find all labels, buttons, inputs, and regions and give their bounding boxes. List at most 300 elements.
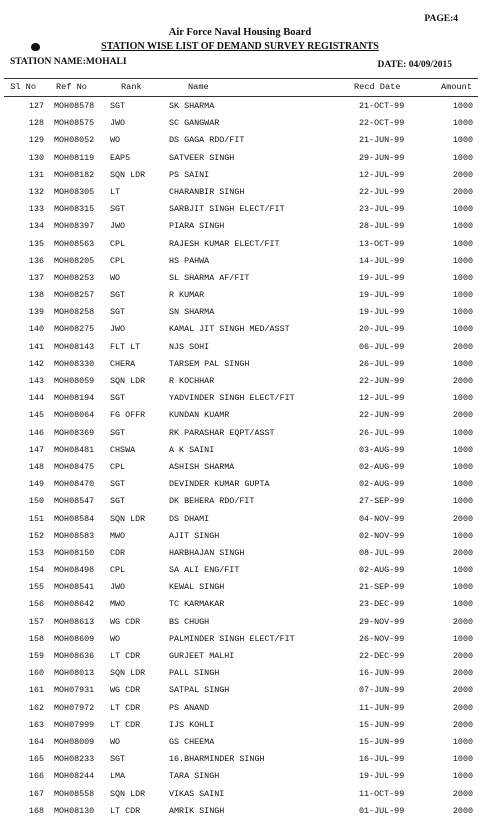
cell-recd-date: 02-AUG-99 [359,479,405,490]
cell-rank: LMA [110,771,126,782]
table-row [4,270,478,287]
cell-rank: CPL [110,461,126,472]
cell-amount: 1000 [452,444,473,455]
cell-name: PS SAINI [169,169,210,180]
cell-ref-no: MOH08541 [54,582,95,593]
cell-ref-no: MOH08584 [54,513,95,524]
cell-rank: CDR [110,547,126,558]
table-row [4,115,478,132]
cell-rank: JWO [110,324,126,335]
table-row [4,682,478,699]
registrant-table [4,98,478,820]
cell-name: VIKAS SAINI [169,788,225,799]
cell-recd-date: 22-JUN-99 [359,410,405,421]
table-row [4,356,478,373]
table-header [4,78,478,97]
cell-sl-no: 136 [28,255,44,266]
cell-ref-no: MOH08064 [54,410,95,421]
cell-sl-no: 138 [28,290,44,301]
cell-rank: LT CDR [110,719,141,730]
cell-sl-no: 137 [28,272,44,283]
cell-recd-date: 11-OCT-99 [359,788,405,799]
cell-name: ASHISH SHARMA [169,461,235,472]
cell-sl-no: 168 [28,805,44,816]
list-title: STATION WISE LIST OF DEMAND SURVEY REGISTRANTS [101,41,379,52]
cell-name: HS PAHWA [169,255,210,266]
cell-amount: 1000 [452,307,473,318]
cell-ref-no: MOH08315 [54,204,95,215]
cell-recd-date: 26-JUL-99 [359,358,405,369]
col-name: Name [188,82,209,92]
cell-ref-no: MOH08583 [54,530,95,541]
cell-rank: CPL [110,238,126,249]
cell-recd-date: 06-JUL-99 [359,341,405,352]
cell-amount: 1000 [452,324,473,335]
cell-rank: CHSWA [110,444,136,455]
cell-name: SATPAL SINGH [169,685,230,696]
cell-sl-no: 129 [28,135,44,146]
table-row [4,287,478,304]
table-row [4,425,478,442]
cell-name: RK PARASHAR EQPT/ASST [169,427,275,438]
cell-recd-date: 14-JUL-99 [359,255,405,266]
cell-sl-no: 150 [28,496,44,507]
cell-recd-date: 22-DEC-99 [359,651,405,661]
cell-sl-no: 142 [28,358,44,369]
table-row [4,751,478,768]
table-row [4,253,478,270]
cell-sl-no: 156 [28,599,44,610]
cell-rank: SQN LDR [110,169,146,180]
cell-recd-date: 02-AUG-99 [359,461,405,472]
cell-amount: 1000 [452,530,473,541]
cell-recd-date: 21-JUN-99 [359,135,405,146]
cell-ref-no: MOH08257 [54,290,95,301]
cell-ref-no: MOH08642 [54,599,95,610]
cell-amount: 2000 [452,651,473,661]
cell-recd-date: 03-AUG-99 [359,444,405,455]
cell-ref-no: MOH08578 [54,101,95,111]
cell-amount: 2000 [452,513,473,524]
cell-ref-no: MOH08481 [54,444,95,455]
cell-name: IJS KOHLI [169,719,215,730]
cell-name: GURJEET MALHI [169,651,235,661]
cell-rank: SQN LDR [110,513,146,524]
cell-ref-no: MOH08563 [54,238,95,249]
cell-ref-no: MOH08009 [54,736,95,747]
cell-amount: 1000 [452,152,473,163]
cell-name: TC KARMAKAR [169,599,225,610]
cell-sl-no: 135 [28,238,44,249]
cell-recd-date: 26-NOV-99 [359,633,405,644]
cell-recd-date: 12-JUL-99 [359,393,405,404]
table-row [4,407,478,424]
cell-name: KEWAL SINGH [169,582,225,593]
cell-sl-no: 151 [28,513,44,524]
cell-amount: 2000 [452,685,473,696]
table-row [4,304,478,321]
table-row [4,768,478,785]
cell-sl-no: 145 [28,410,44,421]
cell-rank: SQN LDR [110,668,146,679]
cell-amount: 1000 [452,118,473,129]
table-row [4,373,478,390]
cell-name: A K SAINI [169,444,215,455]
cell-amount: 2000 [452,719,473,730]
cell-ref-no: MOH07999 [54,719,95,730]
table-row [4,579,478,596]
cell-amount: 2000 [452,702,473,713]
cell-name: YADVINDER SINGH ELECT/FIT [169,393,295,404]
cell-name: TARA SINGH [169,771,220,782]
cell-ref-no: MOH08205 [54,255,95,266]
cell-recd-date: 28-JUL-99 [359,221,405,232]
table-row [4,236,478,253]
cell-ref-no: MOH07931 [54,685,95,696]
cell-recd-date: 23-DEC-99 [359,599,405,610]
table-row [4,528,478,545]
cell-rank: SGT [110,307,126,318]
cell-name: 16.BHARMINDER SINGH [169,754,265,765]
cell-rank: SGT [110,393,126,404]
cell-recd-date: 02-NOV-99 [359,530,405,541]
cell-recd-date: 16-JUN-99 [359,668,405,679]
cell-name: BS CHUGH [169,616,210,627]
cell-amount: 1000 [452,238,473,249]
cell-recd-date: 21-OCT-99 [359,101,405,111]
cell-name: CHARANBIR SINGH [169,186,245,197]
cell-sl-no: 130 [28,152,44,163]
cell-recd-date: 08-JUL-99 [359,547,405,558]
table-row [4,631,478,648]
cell-amount: 2000 [452,341,473,352]
cell-amount: 1000 [452,496,473,507]
cell-recd-date: 15-JUN-99 [359,736,405,747]
table-row [4,493,478,510]
cell-rank: SGT [110,754,126,765]
cell-rank: SGT [110,496,126,507]
cell-amount: 1000 [452,754,473,765]
cell-recd-date: 11-JUN-99 [359,702,405,713]
cell-sl-no: 146 [28,427,44,438]
col-recd-date: Recd Date [354,82,401,92]
col-ref-no: Ref No [56,82,87,92]
cell-rank: WO [110,736,121,747]
cell-rank: SGT [110,427,126,438]
cell-amount: 2000 [452,169,473,180]
cell-ref-no: MOH08498 [54,565,95,576]
table-row [4,717,478,734]
cell-sl-no: 141 [28,341,44,352]
cell-amount: 1000 [452,272,473,283]
cell-sl-no: 128 [28,118,44,129]
table-row [4,734,478,751]
cell-ref-no: MOH08609 [54,633,95,644]
cell-amount: 1000 [452,393,473,404]
cell-rank: LT [110,186,121,197]
station-name: STATION NAME:MOHALI [10,57,127,67]
cell-name: AMRIK SINGH [169,805,225,816]
table-row [4,218,478,235]
cell-recd-date: 21-SEP-99 [359,582,405,593]
page-number: PAGE:4 [424,14,458,24]
cell-amount: 1000 [452,771,473,782]
cell-sl-no: 167 [28,788,44,799]
cell-sl-no: 160 [28,668,44,679]
cell-ref-no: MOH08194 [54,393,95,404]
cell-amount: 1000 [452,255,473,266]
table-row [4,201,478,218]
cell-rank: WG CDR [110,685,141,696]
cell-ref-no: MOH08475 [54,461,95,472]
col-rank: Rank [121,82,142,92]
cell-amount: 1000 [452,479,473,490]
cell-rank: LT CDR [110,805,141,816]
cell-rank: WO [110,135,121,146]
table-row [4,132,478,149]
cell-recd-date: 22-JUL-99 [359,186,405,197]
cell-sl-no: 158 [28,633,44,644]
cell-rank: SGT [110,479,126,490]
cell-ref-no: MOH08258 [54,307,95,318]
cell-name: PALMINDER SINGH ELECT/FIT [169,633,295,644]
cell-amount: 2000 [452,788,473,799]
cell-rank: WG CDR [110,616,141,627]
cell-amount: 2000 [452,668,473,679]
cell-ref-no: MOH08613 [54,616,95,627]
cell-sl-no: 157 [28,616,44,627]
cell-rank: MWO [110,530,126,541]
cell-ref-no: MOH08275 [54,324,95,335]
cell-ref-no: MOH08244 [54,771,95,782]
cell-ref-no: MOH08013 [54,668,95,679]
cell-recd-date: 22-JUN-99 [359,376,405,386]
col-amount: Amount [441,82,472,92]
cell-recd-date: 07-JUN-99 [359,685,405,696]
cell-sl-no: 166 [28,771,44,782]
cell-amount: 1000 [452,358,473,369]
cell-recd-date: 22-OCT-99 [359,118,405,129]
cell-rank: FG OFFR [110,410,146,421]
cell-name: DK BEHERA RDO/FIT [169,496,255,507]
cell-ref-no: MOH08330 [54,358,95,369]
cell-name: DS GAGA RDO/FIT [169,135,245,146]
cell-sl-no: 154 [28,565,44,576]
cell-recd-date: 29-NOV-99 [359,616,405,627]
table-row [4,700,478,717]
cell-amount: 1000 [452,221,473,232]
cell-recd-date: 20-JUL-99 [359,324,405,335]
table-row [4,803,478,820]
cell-sl-no: 153 [28,547,44,558]
cell-ref-no: MOH07972 [54,702,95,713]
table-row [4,786,478,803]
table-row [4,614,478,631]
cell-name: KAMAL JIT SINGH MED/ASST [169,324,290,335]
cell-sl-no: 155 [28,582,44,593]
cell-rank: WO [110,633,121,644]
table-row [4,511,478,528]
cell-rank: LT CDR [110,702,141,713]
cell-name: R KUMAR [169,290,205,301]
cell-rank: JWO [110,582,126,593]
table-row [4,596,478,613]
cell-recd-date: 26-JUL-99 [359,427,405,438]
cell-sl-no: 139 [28,307,44,318]
cell-rank: EAP5 [110,152,131,163]
cell-rank: SQN LDR [110,788,146,799]
report-date: DATE: 04/09/2015 [377,60,452,70]
cell-recd-date: 15-JUN-99 [359,719,405,730]
cell-name: DS DHAMI [169,513,210,524]
cell-name: PALL SINGH [169,668,220,679]
cell-name: SARBJIT SINGH ELECT/FIT [169,204,285,215]
cell-amount: 2000 [452,547,473,558]
cell-sl-no: 152 [28,530,44,541]
cell-name: R KOCHHAR [169,376,215,386]
cell-ref-no: MOH08130 [54,805,95,816]
cell-ref-no: MOH08052 [54,135,95,146]
cell-recd-date: 04-NOV-99 [359,513,405,524]
cell-sl-no: 162 [28,702,44,713]
cell-amount: 1000 [452,427,473,438]
cell-recd-date: 19-JUL-99 [359,307,405,318]
cell-ref-no: MOH08059 [54,376,95,386]
table-row [4,167,478,184]
cell-rank: MWO [110,599,126,610]
cell-sl-no: 132 [28,186,44,197]
cell-recd-date: 27-SEP-99 [359,496,405,507]
cell-ref-no: MOH08547 [54,496,95,507]
cell-sl-no: 133 [28,204,44,215]
cell-name: AJIT SINGH [169,530,220,541]
table-row [4,562,478,579]
cell-rank: CHERA [110,358,136,369]
cell-recd-date: 13-OCT-99 [359,238,405,249]
cell-rank: JWO [110,221,126,232]
cell-rank: CPL [110,255,126,266]
cell-sl-no: 127 [28,101,44,111]
table-row [4,459,478,476]
col-sl-no: Sl No [10,82,36,92]
table-row [4,648,478,665]
cell-amount: 1000 [452,204,473,215]
cell-amount: 1000 [452,736,473,747]
cell-name: HARBHAJAN SINGH [169,547,245,558]
cell-amount: 1000 [452,599,473,610]
cell-recd-date: 16-JUL-99 [359,754,405,765]
cell-rank: LT CDR [110,651,141,661]
cell-name: SL SHARMA AF/FIT [169,272,250,283]
table-row [4,184,478,201]
cell-rank: SGT [110,290,126,301]
cell-sl-no: 143 [28,376,44,386]
cell-ref-no: MOH08470 [54,479,95,490]
cell-ref-no: MOH08182 [54,169,95,180]
cell-name: DEVINDER KUMAR GUPTA [169,479,270,490]
cell-sl-no: 159 [28,651,44,661]
cell-amount: 2000 [452,186,473,197]
cell-rank: SGT [110,101,126,111]
cell-amount: 1000 [452,290,473,301]
cell-sl-no: 147 [28,444,44,455]
cell-ref-no: MOH08369 [54,427,95,438]
cell-rank: FLT LT [110,341,141,352]
cell-sl-no: 148 [28,461,44,472]
cell-recd-date: 19-JUL-99 [359,771,405,782]
cell-recd-date: 01-JUL-99 [359,805,405,816]
cell-amount: 1000 [452,633,473,644]
cell-sl-no: 144 [28,393,44,404]
cell-ref-no: MOH08636 [54,651,95,661]
cell-amount: 1000 [452,101,473,111]
cell-name: SATVEER SINGH [169,152,235,163]
cell-ref-no: MOH08150 [54,547,95,558]
cell-ref-no: MOH08233 [54,754,95,765]
cell-amount: 2000 [452,805,473,816]
table-row [4,150,478,167]
cell-ref-no: MOH08397 [54,221,95,232]
cell-recd-date: 23-JUL-99 [359,204,405,215]
cell-name: RAJESH KUMAR ELECT/FIT [169,238,280,249]
cell-sl-no: 161 [28,685,44,696]
cell-ref-no: MOH08558 [54,788,95,799]
table-row [4,545,478,562]
table-row [4,665,478,682]
cell-ref-no: MOH08143 [54,341,95,352]
cell-ref-no: MOH08305 [54,186,95,197]
table-row [4,442,478,459]
cell-name: TARSEM PAL SINGH [169,358,250,369]
cell-amount: 1000 [452,565,473,576]
cell-amount: 2000 [452,376,473,386]
cell-name: KUNDAN KUAMR [169,410,230,421]
cell-sl-no: 164 [28,736,44,747]
cell-name: PS ANAND [169,702,210,713]
table-row [4,98,478,115]
cell-name: SC GANGWAR [169,118,220,129]
cell-recd-date: 19-JUL-99 [359,290,405,301]
table-row [4,339,478,356]
cell-name: SN SHARMA [169,307,215,318]
table-row [4,321,478,338]
cell-amount: 2000 [452,410,473,421]
cell-name: PIARA SINGH [169,221,225,232]
cell-sl-no: 165 [28,754,44,765]
cell-name: GS CHEEMA [169,736,215,747]
table-row [4,476,478,493]
cell-sl-no: 149 [28,479,44,490]
cell-rank: SQN LDR [110,376,146,386]
cell-ref-no: MOH08253 [54,272,95,283]
cell-ref-no: MOH08575 [54,118,95,129]
cell-amount: 1000 [452,135,473,146]
cell-name: SK SHARMA [169,101,215,111]
cell-rank: CPL [110,565,126,576]
cell-amount: 2000 [452,616,473,627]
cell-rank: JWO [110,118,126,129]
cell-recd-date: 29-JUN-99 [359,152,405,163]
cell-name: NJS SOHI [169,341,210,352]
cell-rank: WO [110,272,121,283]
cell-sl-no: 134 [28,221,44,232]
cell-recd-date: 12-JUL-99 [359,169,405,180]
cell-recd-date: 19-JUL-99 [359,272,405,283]
cell-amount: 1000 [452,582,473,593]
cell-sl-no: 140 [28,324,44,335]
cell-rank: SGT [110,204,126,215]
board-title: Air Force Naval Housing Board [168,27,312,38]
